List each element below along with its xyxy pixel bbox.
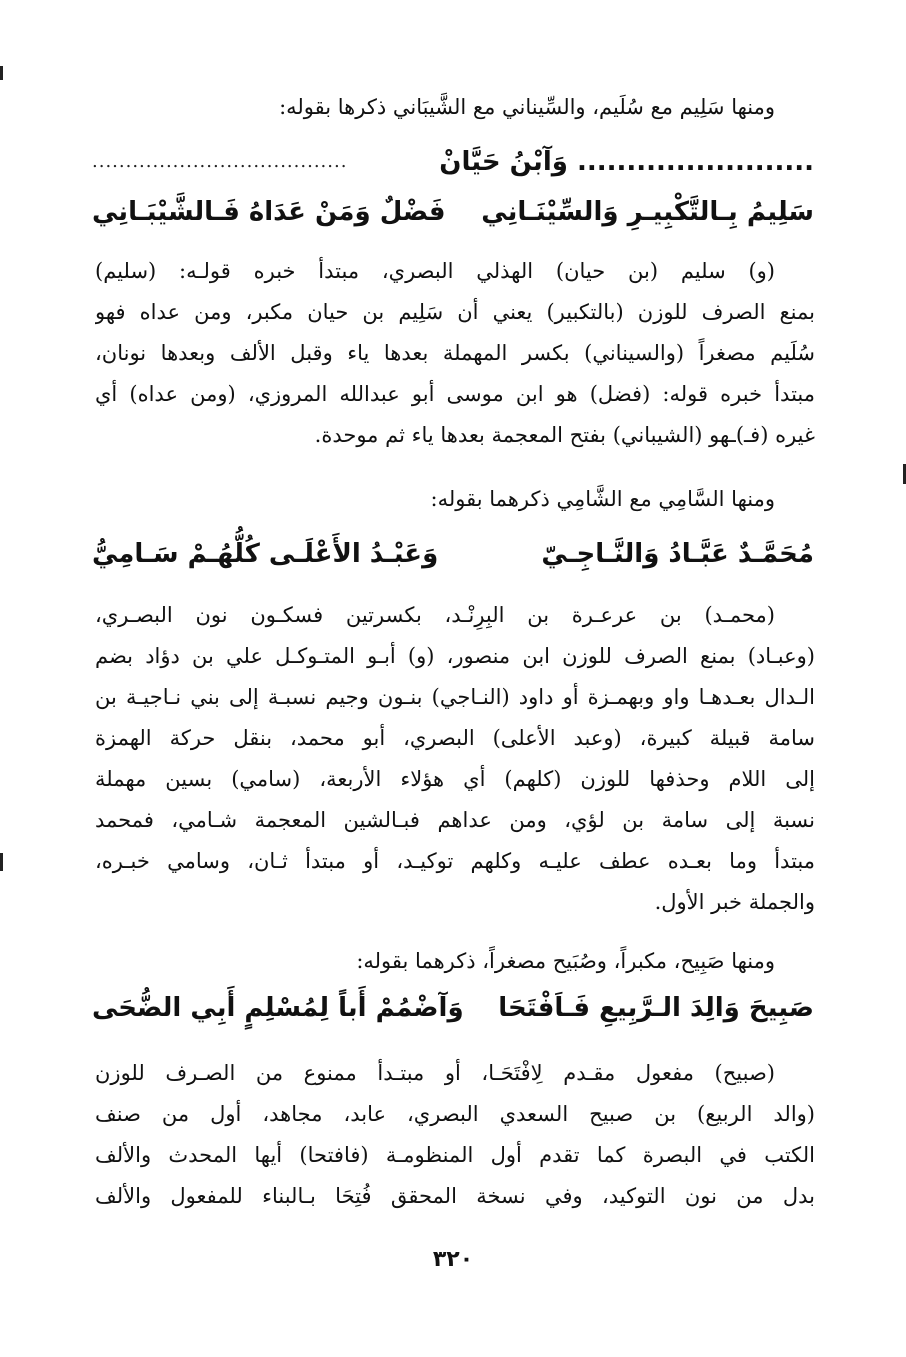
commentary-line: والجملة خبر الأول.	[654, 890, 815, 914]
section3-intro: ومنها صَبِيح، مكبراً، وصُبَيح مصغراً، ذكرهما بقوله:	[356, 949, 775, 973]
verse2-second-hemistich: فَضْلٌ وَمَنْ عَدَاهُ فَـالشَّيْبَـانِي	[92, 197, 446, 227]
commentary-line: مبتدأ وما بعـده عطف عليـه وكلهم توكيـد، أو مبتدأ ثـان، وسامي خبـره،	[95, 849, 815, 873]
section1-verse2	[92, 190, 814, 234]
commentary-line: نسبة إلى سامة بن لؤي، ومن عداهم فبـالشين المعجمة شـامي، فمحمد	[95, 808, 815, 832]
commentary-line: سامة قبيلة كبيرة، (وعبد الأعلى) البصري، أبو محمد، بنقل حركة الهمزة	[95, 726, 815, 750]
commentary-line: الـدال بعـدهـا واو وبهمـزة أو داود (النـاجي) بنـون وجيم نسبـة إلى بني نـاجيـة بن	[95, 685, 815, 709]
commentary-line: مبتدأ خبره قوله: (فضل) هو ابن موسى أبو عبدالله المروزي، (ومن عداه) أي	[95, 382, 815, 406]
commentary-line: (والد الربيع) بن صبيح السعدي البصري، عابد، مجاهد، أول من صنف	[95, 1102, 815, 1126]
scan-edge-mark	[0, 66, 3, 80]
verse1-first-hemistich: ........................ وَآبْنُ حَيَّانْ	[439, 147, 814, 177]
section2-verse	[92, 532, 814, 576]
verse4-second-hemistich: وَآضْمُمْ أَباً لِمُسْلِمٍ أَبِي الضُّحَى	[92, 993, 464, 1023]
verse3-second-hemistich: وَعَبْـدُ الأَعْلَـى كُلُّهُـمْ سَـامِيُّ	[92, 539, 439, 569]
commentary-line: (صبيح) مفعول مقـدم لِافْتَحَـا، أو مبتـدأ ممنوع من الصـرف للوزن	[95, 1061, 775, 1085]
commentary-line: إلى اللام وحذفها للوزن (كلهم) أي هؤلاء الأربعة، (سامي) بسين مهملة	[95, 767, 815, 791]
verse4-first-hemistich: صَبِيحَ وَالِدَ الـرَّبِيعِ فَـاَفْتَحَا	[498, 993, 814, 1023]
commentary-line: بدل من نون التوكيد، وفي نسخة المحقق فُتِحَا بـالبناء للمفعول والألف	[95, 1184, 815, 1208]
section2-intro: ومنها السَّامِي مع الشَّامِي ذكرهما بقوله:	[430, 487, 775, 511]
verse2-first-hemistich: سَلِيمُ بِـالتَّكْبِيـرِ وَالسِّيْنَـانِي	[481, 197, 814, 227]
section1-verse1	[92, 140, 814, 184]
commentary-line: الكتب في البصرة كما تقدم أول المنظومـة (فافتحا) أيها المحدث والألف	[95, 1143, 815, 1167]
verse3-first-hemistich: مُحَمَّـدٌ عَبَّـادُ وَالنَّـاجِـيّ	[541, 539, 814, 569]
commentary-line: (وعبـاد) بمنع الصرف للوزن ابن منصور، (و) أبـو المتـوكـل علي بن دؤاد بضم	[95, 644, 815, 668]
section3-verse	[92, 986, 814, 1030]
commentary-line: غيره (فـ)ـهو (الشيباني) بفتح المعجمة بعدها ياء ثم موحدة.	[314, 423, 815, 447]
commentary-line: بمنع الصرف للوزن (بالتكبير) يعني أن سَلِيم بن حيان مكبر، ومن عداه فهو	[95, 300, 815, 324]
page-number: ٣٢٠	[432, 1247, 474, 1272]
commentary-line: سُلَيم مصغراً (والسيناني) بكسر المهملة بعدها ياء وقبل الألف وبعدها نونان،	[95, 341, 815, 365]
commentary-line: (و) سليم (بن حيان) الهذلي البصري، مبتدأ خبره قولـه: (سليم)	[95, 259, 775, 283]
commentary-line: (محمـد) بن عرعـرة بن البِرِنْـد، بكسرتين فسكـون نون البصـري،	[95, 603, 775, 627]
section1-intro: ومنها سَلِيم مع سُلَيم، والسِّيناني مع الشَّيبَاني ذكرها بقوله:	[279, 95, 775, 119]
verse1-second-hemistich: ......................................	[92, 151, 348, 172]
scan-edge-mark	[0, 853, 3, 871]
